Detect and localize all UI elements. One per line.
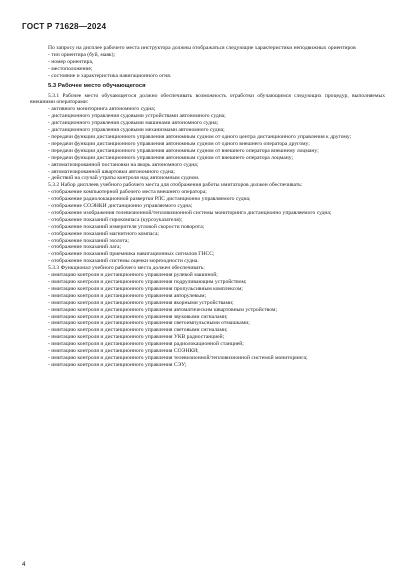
- list-item: - имитацию контроля и дистанционного управления пропульсивным комплексом;: [48, 285, 243, 292]
- document-body: [30, 45, 385, 369]
- list-item: - передачи функции дистанционного управления автономным судном от одного внешнего оператора другому;: [48, 140, 310, 147]
- list-item: - дистанционного управления судовыми машинами автономного судна;: [48, 120, 219, 127]
- list-item: - имитацию контроля и дистанционного управления световыми сигналами;: [48, 327, 228, 334]
- list-item: - передачи функции дистанционного управления автономным судном от внешнего оператора лоцману;: [48, 154, 294, 161]
- list-item: - местоположение;: [48, 65, 93, 72]
- list-item: - отображение показаний системы оценки мореходности судна.: [48, 258, 199, 265]
- list-item: - имитацию контроля и дистанционного управления светоимпульсными отмашками;: [48, 320, 250, 327]
- list-item: - отображение показаний магнитного компаса;: [48, 230, 159, 237]
- list-item: - имитацию контроля и дистанционного управления авторулевым;: [48, 292, 207, 299]
- list-item: - отображение радиолокационной развертки РЛС дистанционно управляемого судна;: [48, 196, 251, 203]
- list-item: - имитацию контроля и дистанционного управления якорными устройствами;: [48, 299, 234, 306]
- list-item: - тип ориентира (буй, маяк);: [48, 51, 116, 58]
- list-item: - отображение изображения телевизионной/тепловизионной системы мониторинга дистанционно управляемого судна;: [48, 209, 332, 216]
- list-item: - автоматизированной швартовки автономного судна;: [48, 168, 175, 175]
- list-item: - передачи функции дистанционного управления автономным судном от внешнего оператора внешнему лоцману;: [48, 147, 319, 154]
- list-item: - автоматизированной постановки на якорь автономного судна;: [48, 161, 199, 168]
- list-item: - отображение показаний эхолота;: [48, 237, 129, 244]
- list-item: - имитацию контроля и дистанционного управления СОЭНКИ;: [48, 348, 199, 355]
- list-item: - отображение показаний измерителя угловой скорости поворота;: [48, 223, 205, 230]
- list-item: - имитацию контроля и дистанционного управления рулевой машиной;: [48, 272, 218, 279]
- list-item: - отображение СОЭНКИ дистанционно управляемого судна;: [48, 203, 193, 210]
- page-number: 4: [22, 561, 26, 568]
- list-item: - имитацию контроля и дистанционного управления подруливающим устройством;: [48, 279, 247, 285]
- list-item: - отображение показаний гирокомпаса (курсоуказателя);: [48, 216, 183, 223]
- list-item: - отображение показаний приемника навигационных сигналов ГНСС;: [48, 251, 215, 258]
- list-item: - активного мониторинга автономного судна;: [48, 106, 156, 113]
- list-item: - передачи функции дистанционного управления автономным судном от одного центра дистанционного управления к другому;: [48, 133, 352, 140]
- list-item: - имитацию контроля и дистанционного управления СЭУ;: [48, 361, 187, 368]
- list-item: - номер ориентира,: [48, 58, 94, 65]
- list-item: - отображение показаний лага;: [48, 244, 122, 251]
- list-item: - имитацию контроля и дистанционного управления телевизионной/тепловизионной системой мониторинга;: [48, 354, 308, 361]
- document-header: ГОСТ Р 71628—2024: [22, 22, 107, 31]
- list-item: - дистанционного управления судовыми устройствами автономного судна;: [48, 113, 226, 120]
- list-item: - имитацию контроля и дистанционного управления звуковыми сигналами;: [48, 313, 228, 320]
- paragraph: 5.3.1 Рабочее место обучающегося должно обеспечивать возможность отработки обучающимся следующих процедур, выполняемых внешними операторами:: [30, 92, 385, 106]
- paragraph: По запросу на дисплее рабочего места инструктора должны отображаться следующие характеристики неподвижных ориентиров: [48, 45, 356, 51]
- list-item: - отображение компьютерной рабочего места внешнего оператора;: [48, 189, 207, 196]
- list-item: - имитацию контроля и дистанционного управления УКВ радиостанцией;: [48, 334, 225, 341]
- list-item: - имитацию контроля и дистанционного управления автоматическим швартовным устройством;: [48, 306, 278, 313]
- list-item: - дистанционного управления судовыми механизмами автономного судна;: [48, 127, 225, 134]
- paragraph: 5.3.3 Функционал учебного рабочего места должен обеспечивать:: [48, 265, 205, 272]
- section-heading: 5.3 Рабочее место обучающегося: [48, 82, 146, 89]
- paragraph: 5.3.2 Набор дисплеев учебного рабочего места для отображения работы имитаторов должен обеспечивать:: [48, 182, 303, 189]
- list-item: - действий на случай утраты контроля над автономным судном.: [48, 175, 200, 182]
- list-item: - состояние и характеристика навигационного огня.: [48, 72, 172, 79]
- list-item: - имитацию контроля и дистанционного управления радиолокационной станцией;: [48, 341, 244, 348]
